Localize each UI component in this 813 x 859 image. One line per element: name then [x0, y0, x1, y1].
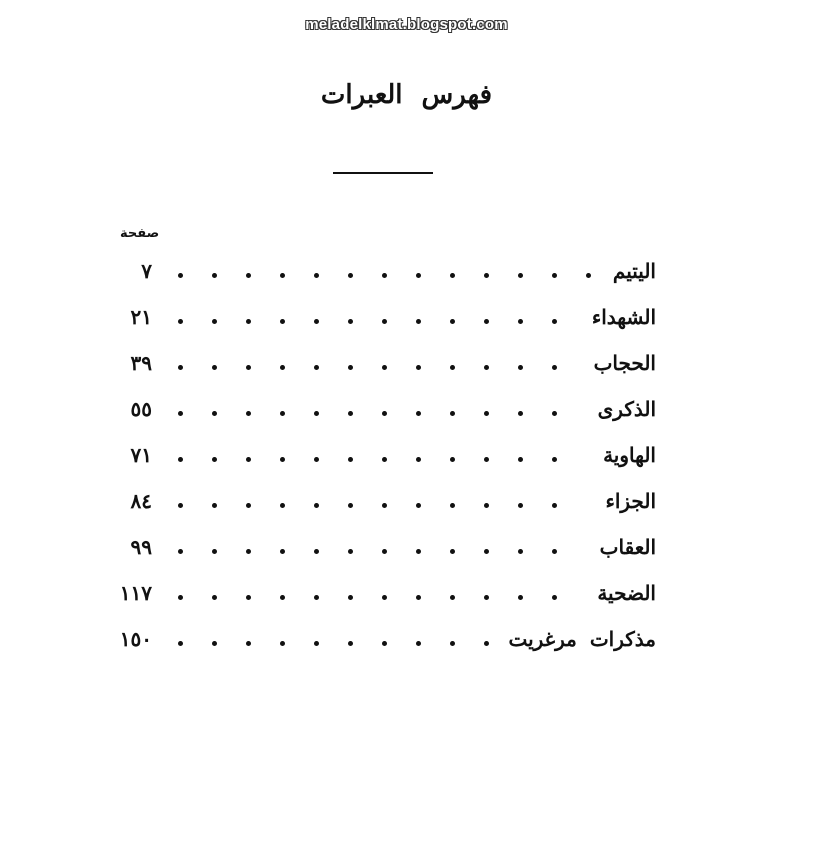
toc-entry-title: الشهداء: [591, 305, 656, 329]
toc-row: [100, 578, 660, 624]
dot-leader: [178, 503, 183, 508]
dot-leader: [552, 595, 557, 600]
dot-leader: [314, 411, 319, 416]
page-title: فهرس العبرات: [320, 80, 493, 110]
dot-leader: [416, 549, 421, 554]
dot-leader: [178, 411, 183, 416]
dot-leader: [552, 549, 557, 554]
dot-leader: [450, 365, 455, 370]
dot-leader: [484, 319, 489, 324]
dot-leader: [178, 457, 183, 462]
dot-leader: [518, 319, 523, 324]
dot-leader: [280, 273, 285, 278]
dot-leader: [178, 319, 183, 324]
dot-leader: [178, 273, 183, 278]
dot-leader: [484, 273, 489, 278]
dot-leader: [484, 365, 489, 370]
dot-leader: [246, 503, 251, 508]
dot-leader: [450, 411, 455, 416]
dot-leader: [246, 457, 251, 462]
dot-leader: [484, 641, 489, 646]
dot-leader: [518, 273, 523, 278]
dot-leader: [314, 549, 319, 554]
dot-leader: [518, 457, 523, 462]
dot-leader: [416, 411, 421, 416]
dot-leader: [552, 273, 557, 278]
toc-entry-page: ٢١: [130, 305, 152, 329]
dot-leader: [450, 273, 455, 278]
dot-leader: [416, 457, 421, 462]
dot-leader: [212, 273, 217, 278]
dot-leader: [314, 273, 319, 278]
toc-row: [100, 624, 660, 670]
title-divider: [333, 172, 433, 174]
dot-leader: [552, 365, 557, 370]
dot-leader: [552, 319, 557, 324]
dot-leader: [348, 273, 353, 278]
dot-leader: [246, 641, 251, 646]
dot-leader: [484, 549, 489, 554]
dot-leader: [382, 549, 387, 554]
dot-leader: [416, 365, 421, 370]
dot-leader: [212, 457, 217, 462]
toc-entry-title: مذكرات مرغريت: [508, 627, 656, 651]
dot-leader: [552, 457, 557, 462]
dot-leader: [212, 549, 217, 554]
toc-entry-page: ١٥٠: [119, 627, 152, 651]
dot-leader: [280, 319, 285, 324]
dot-leader: [416, 319, 421, 324]
dot-leader: [280, 365, 285, 370]
dot-leader: [518, 503, 523, 508]
toc-entry-title: العقاب: [599, 535, 656, 559]
dot-leader: [450, 457, 455, 462]
dot-leader: [314, 503, 319, 508]
dot-leader: [212, 595, 217, 600]
dot-leader: [212, 641, 217, 646]
dot-leader: [212, 319, 217, 324]
dot-leader: [382, 273, 387, 278]
dot-leader: [382, 411, 387, 416]
dot-leader: [212, 365, 217, 370]
toc-entry-title: اليتيم: [612, 259, 656, 283]
dot-leader: [382, 319, 387, 324]
toc-row: [100, 348, 660, 394]
dot-leader: [348, 411, 353, 416]
dot-leader: [518, 365, 523, 370]
dot-leader: [212, 411, 217, 416]
dot-leader: [416, 273, 421, 278]
toc-row: [100, 302, 660, 348]
dot-leader: [450, 549, 455, 554]
dot-leader: [314, 457, 319, 462]
toc-entry-title: الذكرى: [597, 397, 656, 421]
dot-leader: [484, 411, 489, 416]
toc-row: [100, 532, 660, 578]
toc-row: [100, 256, 660, 302]
dot-leader: [280, 457, 285, 462]
dot-leader: [348, 549, 353, 554]
toc-entry-title: الهاوية: [603, 443, 656, 467]
dot-leader: [178, 641, 183, 646]
dot-leader: [314, 595, 319, 600]
dot-leader: [348, 641, 353, 646]
dot-leader: [246, 411, 251, 416]
dot-leader: [382, 641, 387, 646]
dot-leader: [552, 503, 557, 508]
dot-leader: [348, 365, 353, 370]
dot-leader: [314, 365, 319, 370]
dot-leader: [280, 549, 285, 554]
dot-leader: [416, 503, 421, 508]
dot-leader: [484, 503, 489, 508]
toc-row: [100, 394, 660, 440]
toc-entry-page: ١١٧: [119, 581, 152, 605]
dot-leader: [450, 319, 455, 324]
dot-leader: [518, 411, 523, 416]
toc-entry-title: الحجاب: [593, 351, 656, 375]
toc-entry-page: ٣٩: [130, 351, 152, 375]
dot-leader: [348, 595, 353, 600]
dot-leader: [280, 411, 285, 416]
dot-leader: [348, 319, 353, 324]
dot-leader: [246, 319, 251, 324]
dot-leader: [450, 503, 455, 508]
dot-leader: [246, 273, 251, 278]
toc-entry-page: ٧: [141, 259, 152, 283]
dot-leader: [382, 457, 387, 462]
dot-leader: [382, 503, 387, 508]
dot-leader: [382, 595, 387, 600]
dot-leader: [484, 595, 489, 600]
dot-leader: [348, 503, 353, 508]
dot-leader: [450, 595, 455, 600]
dot-leader: [314, 319, 319, 324]
dot-leader: [178, 365, 183, 370]
dot-leader: [518, 549, 523, 554]
dot-leader: [246, 549, 251, 554]
toc-entry-page: ٨٤: [130, 489, 152, 513]
dot-leader: [586, 273, 591, 278]
dot-leader: [484, 457, 489, 462]
toc-entry-page: ٥٥: [130, 397, 152, 421]
page-column-header: صفحة: [120, 226, 160, 241]
toc-entry-title: الضحية: [597, 581, 656, 605]
toc-row: [100, 486, 660, 532]
dot-leader: [280, 595, 285, 600]
toc-entry-title: الجزاء: [605, 489, 656, 513]
watermark: meladelklmat.blogspot.com: [305, 16, 508, 33]
dot-leader: [212, 503, 217, 508]
dot-leader: [416, 595, 421, 600]
dot-leader: [314, 641, 319, 646]
dot-leader: [246, 365, 251, 370]
toc-row: [100, 440, 660, 486]
toc-entry-page: ٧١: [130, 443, 152, 467]
dot-leader: [348, 457, 353, 462]
dot-leader: [416, 641, 421, 646]
dot-leader: [382, 365, 387, 370]
dot-leader: [178, 595, 183, 600]
dot-leader: [280, 503, 285, 508]
dot-leader: [178, 549, 183, 554]
toc-entry-page: ٩٩: [130, 535, 152, 559]
dot-leader: [518, 595, 523, 600]
dot-leader: [246, 595, 251, 600]
dot-leader: [280, 641, 285, 646]
dot-leader: [450, 641, 455, 646]
table-of-contents: [100, 256, 660, 670]
dot-leader: [552, 411, 557, 416]
